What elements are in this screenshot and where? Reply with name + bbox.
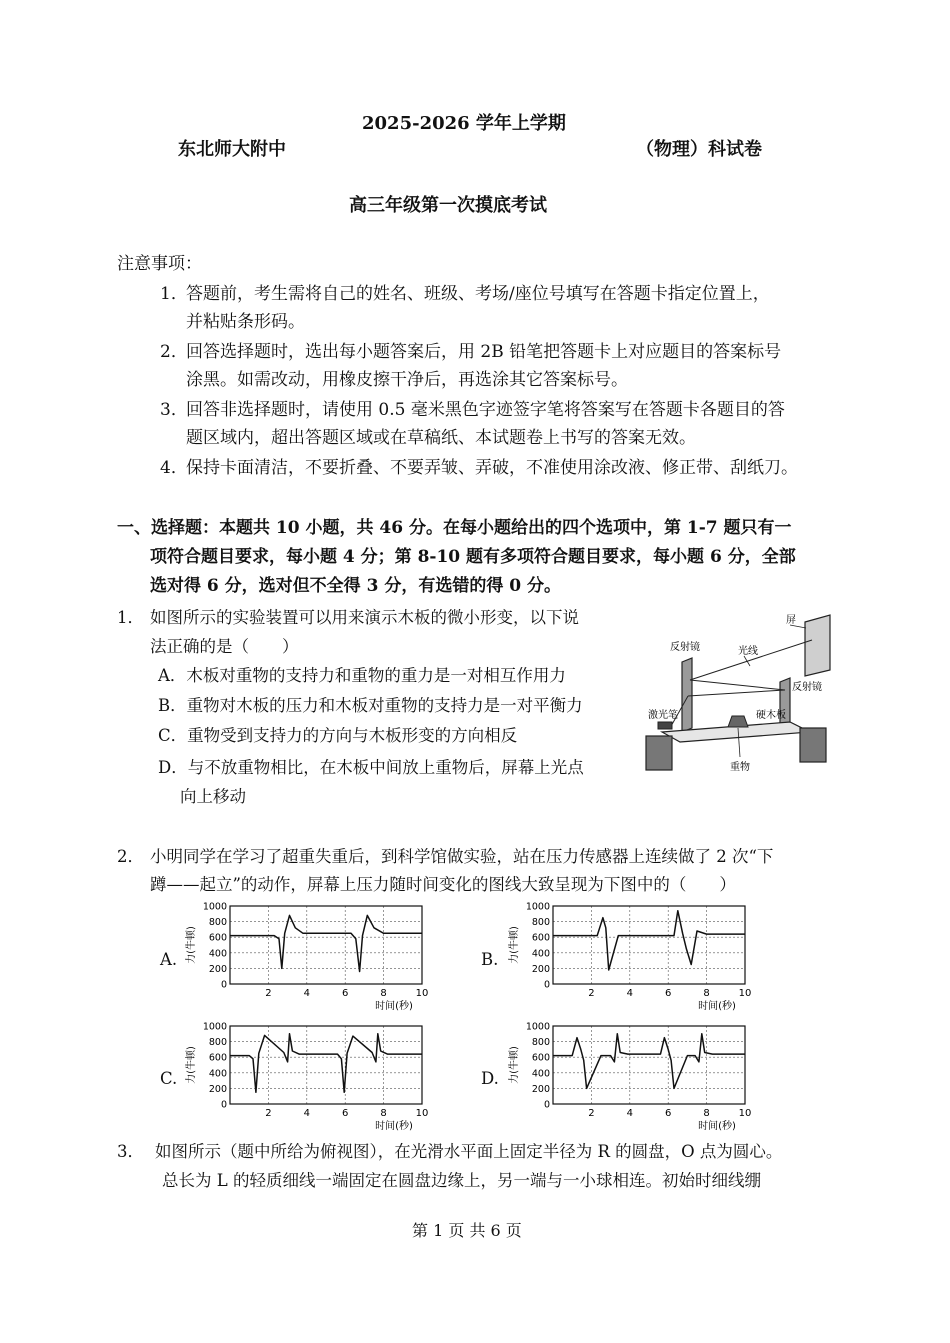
section1-line3: 选对得 6 分，选对但不全得 3 分，有选错的得 0 分。	[150, 576, 561, 596]
label-mirror-right: 反射镜	[792, 682, 822, 693]
x-tick-label: 2	[588, 1108, 595, 1119]
x-axis-title: 时间(秒)	[375, 1121, 413, 1132]
x-tick-label: 6	[342, 1108, 349, 1119]
subject-title: （物理）科试卷	[636, 139, 762, 160]
chart-c	[182, 1020, 432, 1135]
screen-shape	[805, 615, 830, 676]
year-line: 2025-2026 学年上学期	[362, 113, 566, 134]
x-tick-label: 6	[665, 1108, 672, 1119]
q1-stem-line1: 如图所示的实验装置可以用来演示木板的微小形变，以下说	[150, 608, 579, 627]
left-mirror-shape	[682, 658, 692, 732]
section1-line1: 一、选择题：本题共 10 小题，共 46 分。在每小题给出的四个选项中，第 1-7 题只有一	[117, 518, 792, 538]
y-tick-label: 0	[220, 1099, 227, 1111]
y-tick-label: 600	[208, 932, 227, 944]
q1-option-b: B．重物对木板的压力和木板对重物的支持力是一对平衡力	[158, 696, 583, 715]
y-axis-title: 力(牛顿)	[186, 926, 197, 964]
q3-line2: 总长为 L 的轻质细线一端固定在圆盘边缘上，另一端与一小球相连。初始时细线绷	[162, 1171, 761, 1190]
x-axis-title: 时间(秒)	[698, 1001, 736, 1012]
chart-a	[182, 900, 432, 1015]
note-4-line1: 保持卡面清洁，不要折叠、不要弄皱、弄破，不准使用涂改液、修正带、刮纸刀。	[186, 458, 798, 478]
q1-option-c: C．重物受到支持力的方向与木板形变的方向相反	[158, 726, 518, 745]
plot-frame	[230, 1026, 422, 1104]
x-tick-label: 2	[265, 1108, 272, 1119]
y-tick-label: 1000	[525, 901, 550, 913]
chart-b	[505, 900, 755, 1015]
notes-heading: 注意事项：	[117, 254, 202, 274]
q2-stem-line1: 小明同学在学习了超重失重后，到科学馆做实验，站在压力传感器上连续做了 2 次“下	[150, 847, 774, 866]
plot-frame	[553, 906, 745, 984]
x-axis-title: 时间(秒)	[698, 1121, 736, 1132]
y-tick-label: 200	[208, 1083, 227, 1095]
y-tick-label: 600	[531, 1052, 550, 1064]
note-3-line2: 题区域内，超出答题区域或在草稿纸、本试题卷上书写的答案无效。	[186, 428, 696, 448]
ray-2	[688, 690, 785, 696]
y-tick-label: 800	[208, 917, 227, 929]
page-footer: 第 1 页 共 6 页	[412, 1221, 522, 1240]
y-tick-label: 200	[208, 963, 227, 975]
chart-d	[505, 1020, 755, 1135]
note-3-number: 3．	[160, 400, 188, 420]
x-tick-label: 2	[588, 988, 595, 999]
x-tick-label: 10	[738, 1108, 752, 1119]
label-board: 硬木板	[756, 710, 786, 721]
x-tick-label: 4	[626, 988, 633, 999]
y-tick-label: 200	[531, 963, 550, 975]
y-tick-label: 0	[220, 979, 227, 991]
laser-pen-shape	[658, 722, 672, 729]
force-series-line	[553, 1034, 745, 1089]
x-tick-label: 10	[415, 1108, 429, 1119]
y-tick-label: 600	[208, 1052, 227, 1064]
left-support	[646, 736, 672, 770]
note-2-number: 2．	[160, 342, 188, 362]
q2-number: 2．	[117, 847, 144, 866]
note-1-line2: 并粘贴条形码。	[186, 312, 305, 332]
y-tick-label: 800	[531, 917, 550, 929]
y-tick-label: 400	[208, 948, 227, 960]
chart-b-label: B.	[481, 950, 499, 969]
note-3-line1: 回答非选择题时，请使用 0.5 毫米黑色字迹签字笔将答案写在答题卡各题目的答	[186, 400, 785, 420]
label-screen: 屏	[786, 615, 796, 626]
y-tick-label: 0	[543, 1099, 550, 1111]
y-tick-label: 0	[543, 979, 550, 991]
x-axis-title: 时间(秒)	[375, 1001, 413, 1012]
y-tick-label: 1000	[202, 901, 227, 913]
q3-number: 3．	[117, 1142, 144, 1161]
note-2-line1: 回答选择题时，选出每小题答案后，用 2B 铅笔把答题卡上对应题目的答案标号	[186, 342, 782, 362]
force-series-line	[230, 915, 422, 971]
ray-3	[690, 680, 785, 690]
school-name: 东北师大附中	[178, 139, 286, 160]
right-support	[800, 728, 826, 762]
q2-stem-line2: 蹲——起立”的动作，屏幕上压力随时间变化的图线大致呈现为下图中的（ ）	[150, 875, 736, 894]
x-tick-label: 8	[703, 988, 710, 999]
x-tick-label: 4	[303, 988, 310, 999]
chart-d-label: D.	[481, 1069, 499, 1088]
x-tick-label: 6	[342, 988, 349, 999]
section1-line2: 项符合题目要求，每小题 4 分；第 8-10 题有多项符合题目要求，每小题 6 分，全部	[150, 547, 796, 567]
plot-frame	[230, 906, 422, 984]
q1-stem-line2: 法正确的是（ ）	[150, 637, 299, 656]
force-series-line	[230, 1034, 422, 1093]
y-tick-label: 800	[531, 1037, 550, 1049]
q1-apparatus-figure	[640, 610, 835, 790]
y-tick-label: 200	[531, 1083, 550, 1095]
note-1-line1: 答题前，考生需将自己的姓名、班级、考场/座位号填写在答题卡指定位置上，	[186, 284, 770, 304]
note-4-number: 4．	[160, 458, 188, 478]
x-tick-label: 10	[415, 988, 429, 999]
q1-option-d-line1: D．与不放重物相比，在木板中间放上重物后，屏幕上光点	[158, 758, 584, 777]
exam-title: 高三年级第一次摸底考试	[349, 195, 547, 216]
label-mirror-left: 反射镜	[670, 642, 700, 653]
q3-line1: 如图所示（题中所给为俯视图），在光滑水平面上固定半径为 R 的圆盘，O 点为圆心。	[155, 1142, 783, 1161]
y-tick-label: 1000	[202, 1021, 227, 1033]
q1-option-d-line2: 向上移动	[180, 787, 246, 806]
y-axis-title: 力(牛顿)	[509, 926, 520, 964]
y-tick-label: 1000	[525, 1021, 550, 1033]
y-tick-label: 600	[531, 932, 550, 944]
x-tick-label: 8	[703, 1108, 710, 1119]
note-1-number: 1．	[160, 284, 188, 304]
x-tick-label: 10	[738, 988, 752, 999]
y-tick-label: 800	[208, 1037, 227, 1049]
label-weight: 重物	[730, 762, 750, 773]
y-axis-title: 力(牛顿)	[509, 1046, 520, 1084]
chart-a-label: A.	[160, 950, 178, 969]
x-tick-label: 6	[665, 988, 672, 999]
y-tick-label: 400	[208, 1068, 227, 1080]
y-tick-label: 400	[531, 948, 550, 960]
plot-frame	[553, 1026, 745, 1104]
label-light: 光线	[738, 646, 758, 657]
x-tick-label: 8	[380, 988, 387, 999]
x-tick-label: 8	[380, 1108, 387, 1119]
q1-option-a: A．木板对重物的支持力和重物的重力是一对相互作用力	[158, 666, 566, 685]
force-series-line	[553, 911, 745, 970]
weight-shape	[728, 716, 748, 727]
label-laser: 激光笔	[648, 710, 678, 721]
q1-number: 1．	[117, 608, 144, 627]
y-tick-label: 400	[531, 1068, 550, 1080]
x-tick-label: 4	[303, 1108, 310, 1119]
x-tick-label: 2	[265, 988, 272, 999]
note-2-line2: 涂黑。如需改动，用橡皮擦干净后，再选涂其它答案标号。	[186, 370, 628, 390]
chart-c-label: C.	[160, 1069, 178, 1088]
x-tick-label: 4	[626, 1108, 633, 1119]
y-axis-title: 力(牛顿)	[186, 1046, 197, 1084]
